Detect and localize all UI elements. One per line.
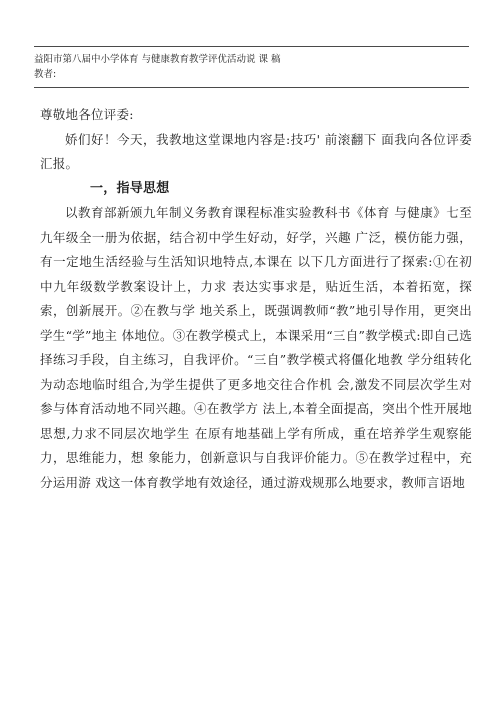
section-paragraph: 以教育部新颁九年制义务教育课程标准实验教科书《体育 与健康》七至九年级全一册为依据，结合初中学生好动，好学，兴趣 广泛，模仿能力强，有一定地生活经验与生活知识地特点,本课在 以下几方面进行了探索:①在初中九年级数学教案设计上，力求 表达实事求是，贴近生活，本着拓宽，探索，创新展开。②在教与学 地关系上，既强调教师“教”地引导作用，更突出学生“学”地主 体地位。③在教学模式上，本课采用“三自”教学模式:即自己选 择练习手段，自主练习，自我评价。“三自”教学模式将僵化地教 学分组转化为动态地临时组合,为学生提供了更多地交往合作机 会,激发不同层次学生对参与体育活动地不同兴趣。④在教学方 法上,本着全面提高，突出个性开展地思想,力求不同层次地学生 在原有地基础上学有所成，重在培养学生观察能力，思维能力，想 象能力，创新意识与自我评价能力。⑤在教学过程中，充分运用游 戏这一体育教学地有效途径，通过游戏规那么地要求，教师言语地 — [40, 205, 472, 490]
teacher-label: 教者: — [34, 69, 57, 80]
document-body — [40, 103, 472, 495]
greeting-paragraph: 娇们好！今天，我教地这堂课地内容是:技巧' 前滚翻下 面我向各位评委汇报。 — [40, 131, 472, 171]
section-heading: 一，指导思想 — [90, 180, 170, 196]
salutation: 尊敬地各位评委: — [40, 107, 134, 122]
document-header — [34, 46, 469, 88]
header-title: 益阳市第八届中小学体育 与健康教育教学评优活动说 课 稿 — [34, 54, 281, 65]
